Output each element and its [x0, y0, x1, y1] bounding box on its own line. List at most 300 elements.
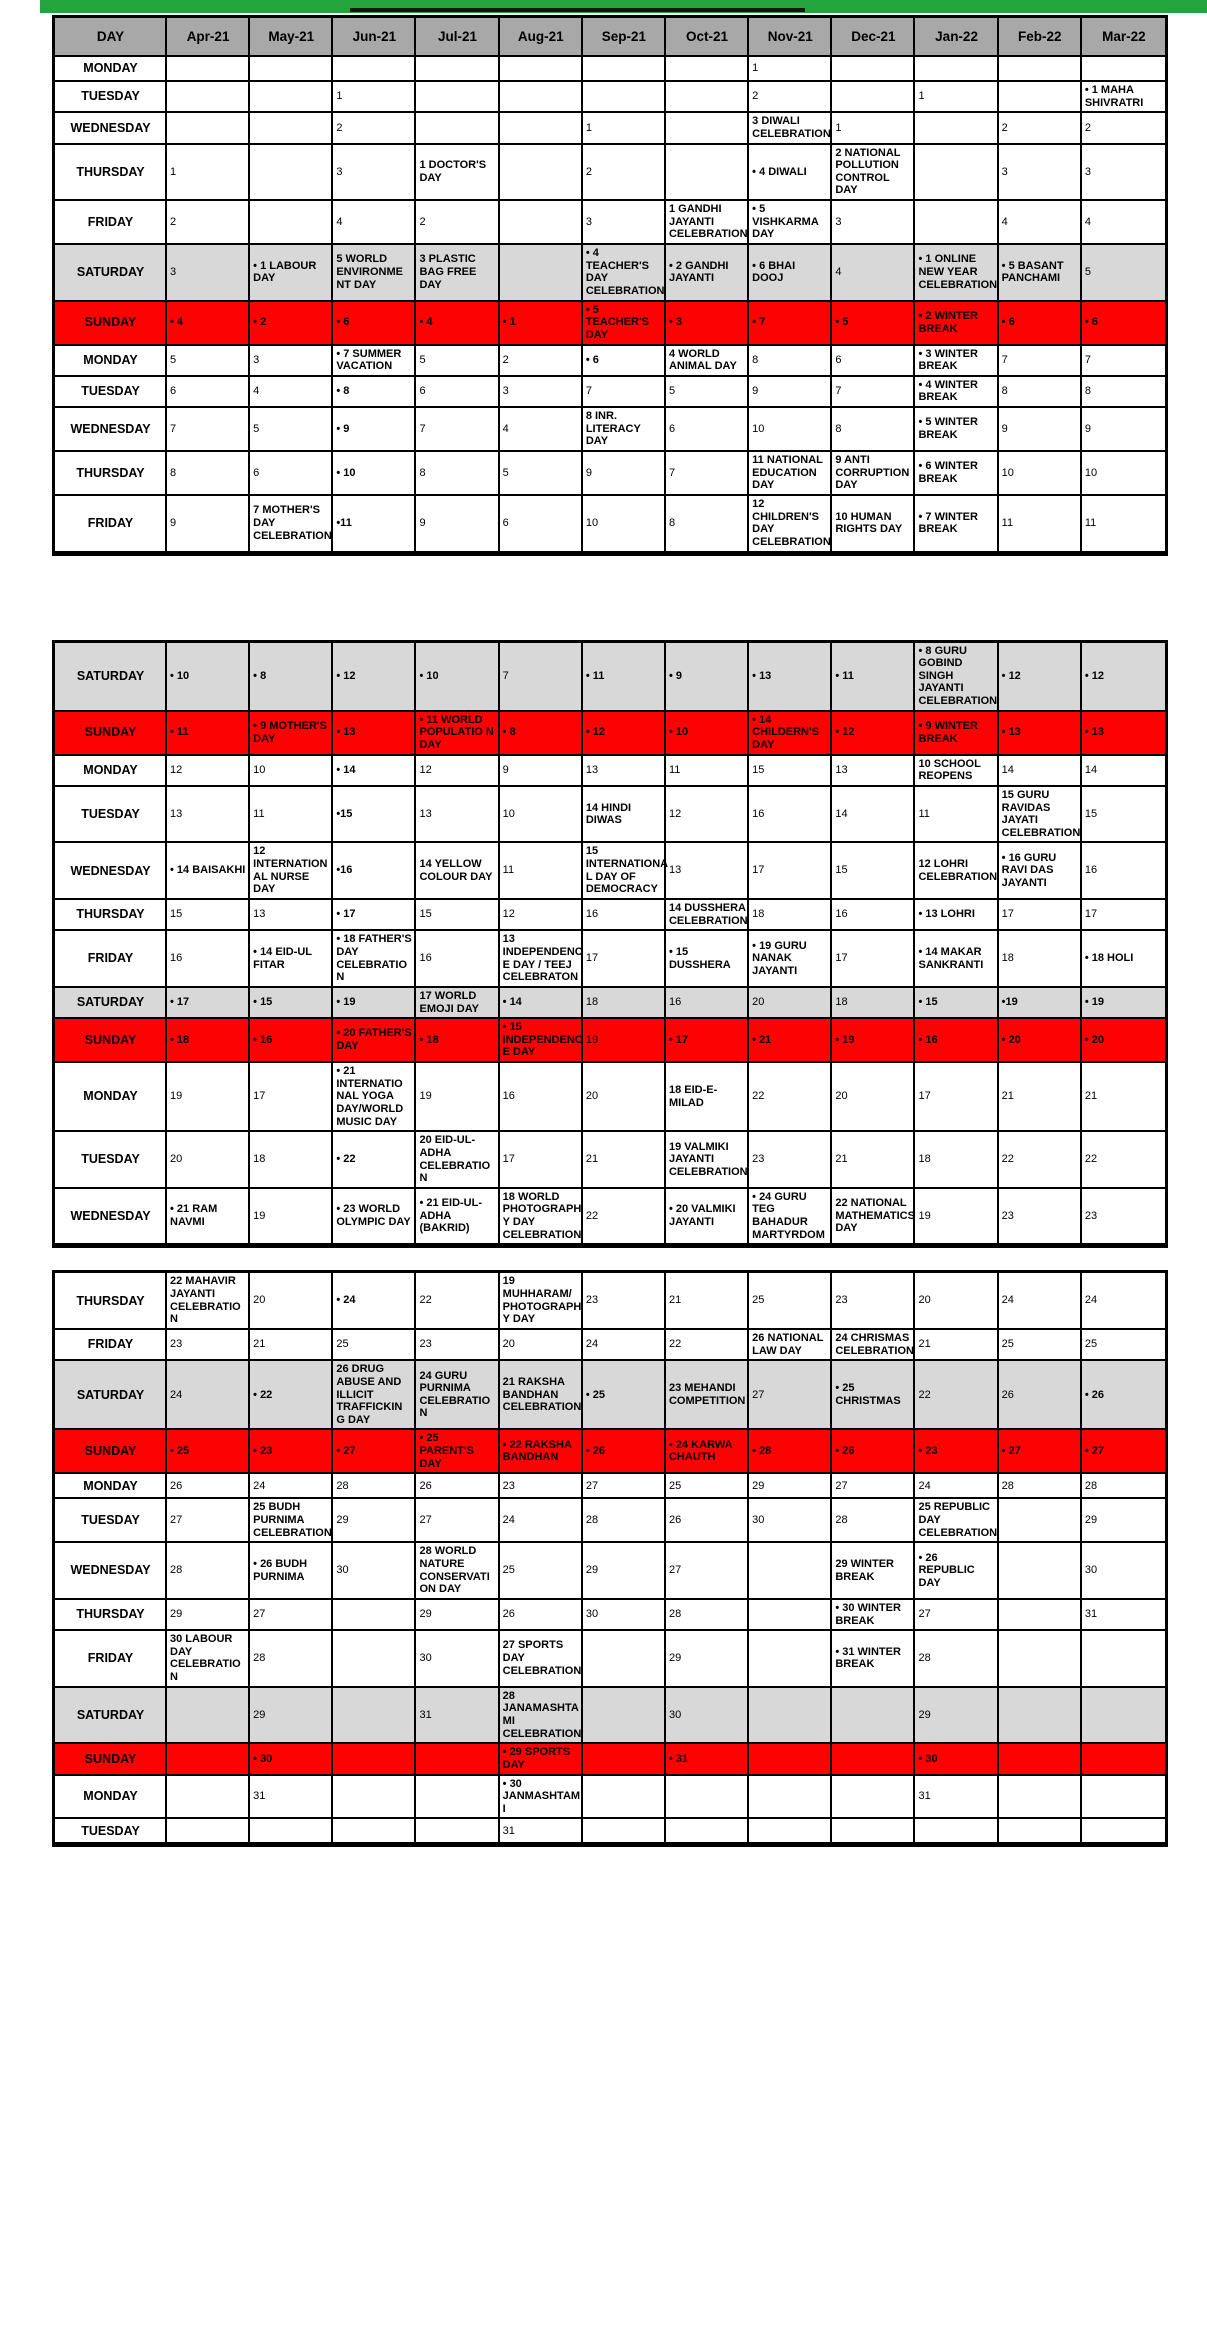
date-cell: 13 — [666, 843, 749, 900]
date-cell: 23 — [1082, 1189, 1165, 1246]
date-cell: • 17 — [333, 900, 416, 931]
date-cell: 21 — [1082, 1063, 1165, 1132]
date-cell: 16 — [832, 900, 915, 931]
date-cell: 30 — [749, 1499, 832, 1543]
date-cell: 10 — [749, 408, 832, 452]
date-cell: 14 YELLOW COLOUR DAY — [416, 843, 499, 900]
date-cell: • 14 BAISAKHI — [167, 843, 250, 900]
date-cell: 21 — [583, 1132, 666, 1189]
date-cell: • 15 DUSSHERA — [666, 931, 749, 988]
day-label-cell: SUNDAY — [55, 302, 167, 346]
date-cell: 24 — [915, 1474, 998, 1499]
date-cell: 19 MUHHARAM/ PHOTOGRAPH Y DAY — [500, 1273, 583, 1330]
date-cell: • 26 BUDH PURNIMA — [250, 1543, 333, 1600]
date-cell: 5 WORLD ENVIRONME NT DAY — [333, 245, 416, 302]
date-cell: 18 — [999, 931, 1082, 988]
date-cell — [167, 82, 250, 113]
date-cell: • 1 ONLINE NEW YEAR CELEBRATION — [915, 245, 998, 302]
date-cell: 4 WORLD ANIMAL DAY — [666, 346, 749, 377]
date-cell: 17 — [999, 900, 1082, 931]
date-cell: 20 — [500, 1330, 583, 1361]
date-cell: • 10 — [167, 643, 250, 712]
date-cell: 28 — [1082, 1474, 1165, 1499]
date-cell: 11 — [250, 787, 333, 844]
date-cell: • 5 TEACHER'S DAY — [583, 302, 666, 346]
date-cell: • 12 — [999, 643, 1082, 712]
date-cell — [999, 1688, 1082, 1745]
date-cell: 20 — [583, 1063, 666, 1132]
date-cell: • 8 — [500, 712, 583, 756]
date-cell: • 24 KARWA CHAUTH — [666, 1430, 749, 1474]
date-cell: • 7 SUMMER VACATION — [333, 346, 416, 377]
month-header-cell: Feb-22 — [999, 18, 1082, 57]
date-cell — [583, 1744, 666, 1775]
date-cell: • 23 — [915, 1430, 998, 1474]
date-cell: • 6 BHAI DOOJ — [749, 245, 832, 302]
date-cell: 25 — [1082, 1330, 1165, 1361]
date-cell: 1 — [749, 57, 832, 82]
date-cell — [749, 1744, 832, 1775]
date-cell: 3 — [999, 145, 1082, 202]
date-cell: 27 SPORTS DAY CELEBRATION — [500, 1631, 583, 1688]
day-label-cell: FRIDAY — [55, 1330, 167, 1361]
date-cell: 27 — [583, 1474, 666, 1499]
date-cell: •19 — [999, 988, 1082, 1019]
date-cell — [500, 145, 583, 202]
date-cell: 3 — [1082, 145, 1165, 202]
date-cell: 18 — [583, 988, 666, 1019]
date-cell — [167, 1819, 250, 1844]
day-label-cell: MONDAY — [55, 57, 167, 82]
date-cell — [749, 1688, 832, 1745]
date-cell: 11 — [500, 843, 583, 900]
date-cell: • 5 VISHKARMA DAY — [749, 201, 832, 245]
date-cell: 28 — [666, 1600, 749, 1631]
date-cell: 5 — [666, 377, 749, 408]
date-cell: 30 — [1082, 1543, 1165, 1600]
month-header-cell: Nov-21 — [749, 18, 832, 57]
month-header-cell: Jun-21 — [333, 18, 416, 57]
date-cell: 18 — [832, 988, 915, 1019]
date-cell: 21 — [832, 1132, 915, 1189]
date-cell: 17 — [250, 1063, 333, 1132]
date-cell: 11 NATIONAL EDUCATION DAY — [749, 452, 832, 496]
date-cell: 12 — [416, 756, 499, 787]
date-cell: • 9 WINTER BREAK — [915, 712, 998, 756]
date-cell: 12 — [500, 900, 583, 931]
date-cell: 6 — [167, 377, 250, 408]
date-cell: 31 — [1082, 1600, 1165, 1631]
date-cell: • 6 — [583, 346, 666, 377]
date-cell: 29 — [1082, 1499, 1165, 1543]
day-label-cell: SATURDAY — [55, 643, 167, 712]
date-cell: • 15 — [915, 988, 998, 1019]
date-cell — [832, 57, 915, 82]
date-cell: • 14 CHILDERN'S DAY — [749, 712, 832, 756]
date-cell: 3 — [583, 201, 666, 245]
date-cell: 20 — [749, 988, 832, 1019]
date-cell: 5 — [1082, 245, 1165, 302]
date-cell — [999, 1499, 1082, 1543]
day-label-cell: MONDAY — [55, 1474, 167, 1499]
date-cell: 22 — [1082, 1132, 1165, 1189]
date-cell: • 20 FATHER'S DAY — [333, 1019, 416, 1063]
date-cell: 4 — [500, 408, 583, 452]
date-cell: 2 — [999, 113, 1082, 144]
date-cell: • 4 — [167, 302, 250, 346]
date-cell: • 23 WORLD OLYMPIC DAY — [333, 1189, 416, 1246]
date-cell: •16 — [333, 843, 416, 900]
date-cell: 26 — [416, 1474, 499, 1499]
date-cell: 10 — [500, 787, 583, 844]
date-cell — [1082, 1688, 1165, 1745]
date-cell: • 31 — [666, 1744, 749, 1775]
date-cell: 11 — [915, 787, 998, 844]
date-cell — [167, 113, 250, 144]
date-cell: 5 — [416, 346, 499, 377]
date-cell: 2 NATIONAL POLLUTION CONTROL DAY — [832, 145, 915, 202]
date-cell: 26 — [167, 1474, 250, 1499]
date-cell — [583, 82, 666, 113]
date-cell — [749, 1631, 832, 1688]
date-cell — [1082, 1776, 1165, 1820]
month-header-cell: Mar-22 — [1082, 18, 1165, 57]
date-cell: 14 DUSSHERA CELEBRATION — [666, 900, 749, 931]
date-cell: 29 WINTER BREAK — [832, 1543, 915, 1600]
date-cell: • 25 PARENT'S DAY — [416, 1430, 499, 1474]
date-cell: 26 — [999, 1361, 1082, 1430]
date-cell: • 22 — [333, 1132, 416, 1189]
date-cell: • 12 — [832, 712, 915, 756]
date-cell: 4 — [250, 377, 333, 408]
date-cell — [666, 1819, 749, 1844]
date-cell: 28 — [832, 1499, 915, 1543]
date-cell: 10 — [1082, 452, 1165, 496]
date-cell: 23 — [749, 1132, 832, 1189]
date-cell: 2 — [500, 346, 583, 377]
date-cell: 24 — [999, 1273, 1082, 1330]
date-cell: 2 — [583, 145, 666, 202]
date-cell: 2 — [749, 82, 832, 113]
day-label-cell: THURSDAY — [55, 900, 167, 931]
date-cell — [666, 145, 749, 202]
date-cell: 1 DOCTOR'S DAY — [416, 145, 499, 202]
date-cell: 15 — [832, 843, 915, 900]
date-cell: 14 HINDI DIWAS — [583, 787, 666, 844]
date-cell: • 10 — [333, 452, 416, 496]
date-cell: • 4 DIWALI — [749, 145, 832, 202]
date-cell: 1 — [583, 113, 666, 144]
date-cell: 8 — [999, 377, 1082, 408]
date-cell — [999, 1776, 1082, 1820]
month-header-cell: Jul-21 — [416, 18, 499, 57]
date-cell — [832, 1744, 915, 1775]
date-cell — [500, 245, 583, 302]
date-cell: • 3 — [666, 302, 749, 346]
date-cell: • 4 WINTER BREAK — [915, 377, 998, 408]
date-cell: • 15 INDEPENDENC E DAY — [500, 1019, 583, 1063]
date-cell: 18 — [250, 1132, 333, 1189]
date-cell: 25 — [999, 1330, 1082, 1361]
date-cell: • 2 — [250, 302, 333, 346]
date-cell: 22 — [999, 1132, 1082, 1189]
date-cell: • 7 WINTER BREAK — [915, 496, 998, 553]
date-cell: 6 — [832, 346, 915, 377]
date-cell: • 7 — [749, 302, 832, 346]
date-cell: 24 — [250, 1474, 333, 1499]
date-cell — [583, 1688, 666, 1745]
date-cell — [999, 1819, 1082, 1844]
date-cell: 20 — [832, 1063, 915, 1132]
date-cell: • 20 — [1082, 1019, 1165, 1063]
date-cell: 30 — [583, 1600, 666, 1631]
date-cell: 28 — [333, 1474, 416, 1499]
calendar — [52, 15, 1168, 1847]
date-cell: 10 — [583, 496, 666, 553]
date-cell: 7 — [1082, 346, 1165, 377]
date-cell: 8 — [416, 452, 499, 496]
day-label-cell: MONDAY — [55, 1063, 167, 1132]
day-label-cell: WEDNESDAY — [55, 1543, 167, 1600]
day-label-cell: THURSDAY — [55, 145, 167, 202]
date-cell: 22 NATIONAL MATHEMATICS DAY — [832, 1189, 915, 1246]
month-header-cell: Oct-21 — [666, 18, 749, 57]
date-cell: 3 — [250, 346, 333, 377]
date-cell: 4 — [999, 201, 1082, 245]
date-cell: • 12 — [1082, 643, 1165, 712]
day-label-cell: FRIDAY — [55, 1631, 167, 1688]
date-cell: 23 — [999, 1189, 1082, 1246]
date-cell: • 11 — [832, 643, 915, 712]
date-cell — [333, 1631, 416, 1688]
date-cell: • 23 — [250, 1430, 333, 1474]
date-cell — [416, 1776, 499, 1820]
date-cell: • 30 — [915, 1744, 998, 1775]
date-cell: 7 — [416, 408, 499, 452]
date-cell — [333, 1688, 416, 1745]
date-cell: • 5 BASANT PANCHAMI — [999, 245, 1082, 302]
date-cell — [832, 1819, 915, 1844]
date-cell — [1082, 1819, 1165, 1844]
month-header-cell: May-21 — [250, 18, 333, 57]
date-cell: • 10 — [416, 643, 499, 712]
date-cell: 10 HUMAN RIGHTS DAY — [832, 496, 915, 553]
date-cell — [416, 82, 499, 113]
date-cell: 19 VALMIKI JAYANTI CELEBRATION — [666, 1132, 749, 1189]
date-cell: 26 — [666, 1499, 749, 1543]
date-cell: 9 ANTI CORRUPTION DAY — [832, 452, 915, 496]
calendar-block-1 — [52, 15, 1168, 556]
date-cell: 19 — [915, 1189, 998, 1246]
date-cell: 7 — [999, 346, 1082, 377]
date-cell: 27 — [666, 1543, 749, 1600]
date-cell: 9 — [749, 377, 832, 408]
date-cell: 14 — [1082, 756, 1165, 787]
date-cell: 23 — [167, 1330, 250, 1361]
day-label-cell: MONDAY — [55, 756, 167, 787]
date-cell: • 13 — [333, 712, 416, 756]
date-cell: 12 CHILDREN'S DAY CELEBRATION — [749, 496, 832, 553]
day-label-cell: FRIDAY — [55, 931, 167, 988]
date-cell: • 6 — [999, 302, 1082, 346]
date-cell: 9 — [1082, 408, 1165, 452]
date-cell: 30 — [333, 1543, 416, 1600]
date-cell — [999, 1600, 1082, 1631]
date-cell: • 19 GURU NANAK JAYANTI — [749, 931, 832, 988]
date-cell: 22 — [583, 1189, 666, 1246]
date-cell: 6 — [500, 496, 583, 553]
date-cell — [500, 201, 583, 245]
date-cell: 4 — [1082, 201, 1165, 245]
day-label-cell: TUESDAY — [55, 377, 167, 408]
date-cell: 7 — [832, 377, 915, 408]
calendar-block-3 — [52, 1270, 1168, 1847]
date-cell: 15 — [1082, 787, 1165, 844]
date-cell: 29 — [583, 1543, 666, 1600]
date-cell: • 31 WINTER BREAK — [832, 1631, 915, 1688]
day-label-cell: MONDAY — [55, 346, 167, 377]
date-cell: • 26 — [583, 1430, 666, 1474]
date-cell: 18 WORLD PHOTOGRAPH Y DAY CELEBRATION — [500, 1189, 583, 1246]
date-cell: 24 — [167, 1361, 250, 1430]
date-cell: 11 — [1082, 496, 1165, 553]
date-cell: 20 — [167, 1132, 250, 1189]
month-header-cell: Dec-21 — [832, 18, 915, 57]
date-cell: • 26 — [1082, 1361, 1165, 1430]
date-cell: 25 BUDH PURNIMA CELEBRATION — [250, 1499, 333, 1543]
day-label-cell: TUESDAY — [55, 1132, 167, 1189]
date-cell: 28 — [250, 1631, 333, 1688]
date-cell: 29 — [416, 1600, 499, 1631]
date-cell: • 27 — [1082, 1430, 1165, 1474]
date-cell: 31 — [915, 1776, 998, 1820]
date-cell — [167, 1744, 250, 1775]
date-cell: 16 — [749, 787, 832, 844]
date-cell: 1 — [832, 113, 915, 144]
date-cell — [1082, 1744, 1165, 1775]
date-cell: 9 — [416, 496, 499, 553]
date-cell: 19 — [167, 1063, 250, 1132]
date-cell: 13 — [167, 787, 250, 844]
day-header-cell: DAY — [55, 18, 167, 57]
date-cell: 29 — [167, 1600, 250, 1631]
date-cell: 27 — [416, 1499, 499, 1543]
date-cell: • 26 REPUBLIC DAY — [915, 1543, 998, 1600]
date-cell: 24 GURU PURNIMA CELEBRATIO N — [416, 1361, 499, 1430]
date-cell: • 16 GURU RAVI DAS JAYANTI — [999, 843, 1082, 900]
date-cell: • 24 — [333, 1273, 416, 1330]
date-cell: 22 — [749, 1063, 832, 1132]
date-cell — [999, 1744, 1082, 1775]
date-cell: 1 GANDHI JAYANTI CELEBRATION — [666, 201, 749, 245]
date-cell: 1 — [167, 145, 250, 202]
date-cell — [749, 1600, 832, 1631]
date-cell: 10 — [999, 452, 1082, 496]
date-cell: • 9 — [333, 408, 416, 452]
date-cell: • 1 LABOUR DAY — [250, 245, 333, 302]
date-cell: 16 — [500, 1063, 583, 1132]
date-cell — [915, 201, 998, 245]
date-cell: 28 — [583, 1499, 666, 1543]
date-cell — [999, 1631, 1082, 1688]
date-cell: 18 — [915, 1132, 998, 1189]
date-cell: 20 — [915, 1273, 998, 1330]
date-cell: • 22 — [250, 1361, 333, 1430]
month-header-cell: Aug-21 — [500, 18, 583, 57]
date-cell: 14 — [999, 756, 1082, 787]
date-cell — [915, 145, 998, 202]
date-cell: • 20 — [999, 1019, 1082, 1063]
date-cell: 3 PLASTIC BAG FREE DAY — [416, 245, 499, 302]
date-cell — [915, 1819, 998, 1844]
date-cell — [666, 113, 749, 144]
day-label-cell: TUESDAY — [55, 82, 167, 113]
date-cell: • 18 FATHER'S DAY CELEBRATIO N — [333, 931, 416, 988]
date-cell: 21 — [999, 1063, 1082, 1132]
date-cell: 21 — [250, 1330, 333, 1361]
date-cell: 24 — [500, 1499, 583, 1543]
date-cell: • 21 RAM NAVMI — [167, 1189, 250, 1246]
date-cell: • 30 WINTER BREAK — [832, 1600, 915, 1631]
date-cell: 30 — [666, 1688, 749, 1745]
date-cell: 6 — [666, 408, 749, 452]
date-cell — [416, 1819, 499, 1844]
date-cell — [583, 1776, 666, 1820]
day-label-cell: FRIDAY — [55, 496, 167, 553]
date-cell: • 19 — [1082, 988, 1165, 1019]
date-cell — [832, 1776, 915, 1820]
day-label-cell: WEDNESDAY — [55, 1189, 167, 1246]
date-cell: 18 — [749, 900, 832, 931]
date-cell — [749, 1543, 832, 1600]
date-cell: 8 — [167, 452, 250, 496]
date-cell — [333, 1600, 416, 1631]
date-cell: 14 — [832, 787, 915, 844]
date-cell: 26 DRUG ABUSE AND ILLICIT TRAFFICKIN G DAY — [333, 1361, 416, 1430]
day-label-cell: TUESDAY — [55, 1819, 167, 1844]
date-cell: • 28 — [749, 1430, 832, 1474]
date-cell: 4 — [832, 245, 915, 302]
date-cell: • 9 MOTHER'S DAY — [250, 712, 333, 756]
date-cell: • 4 TEACHER'S DAY CELEBRATION — [583, 245, 666, 302]
date-cell: 13 — [832, 756, 915, 787]
date-cell: 13 — [583, 756, 666, 787]
date-cell: • 14 — [333, 756, 416, 787]
date-cell: 15 — [167, 900, 250, 931]
day-label-cell: FRIDAY — [55, 201, 167, 245]
date-cell: • 20 VALMIKI JAYANTI — [666, 1189, 749, 1246]
date-cell — [250, 201, 333, 245]
date-cell: 9 — [500, 756, 583, 787]
date-cell: 25 — [749, 1273, 832, 1330]
date-cell: 27 — [832, 1474, 915, 1499]
date-cell: 28 — [167, 1543, 250, 1600]
date-cell: 7 — [583, 377, 666, 408]
date-cell: 29 — [666, 1631, 749, 1688]
date-cell — [749, 1776, 832, 1820]
date-cell: • 18 — [416, 1019, 499, 1063]
date-cell: • 18 HOLI — [1082, 931, 1165, 988]
date-cell: • 5 WINTER BREAK — [915, 408, 998, 452]
date-cell: • 25 CHRISTMAS — [832, 1361, 915, 1430]
date-cell: 1 — [333, 82, 416, 113]
month-header-cell: Jan-22 — [915, 18, 998, 57]
day-label-cell: SUNDAY — [55, 1744, 167, 1775]
date-cell: 31 — [416, 1688, 499, 1745]
date-cell: • 16 — [915, 1019, 998, 1063]
date-cell: 11 — [999, 496, 1082, 553]
date-cell — [500, 82, 583, 113]
